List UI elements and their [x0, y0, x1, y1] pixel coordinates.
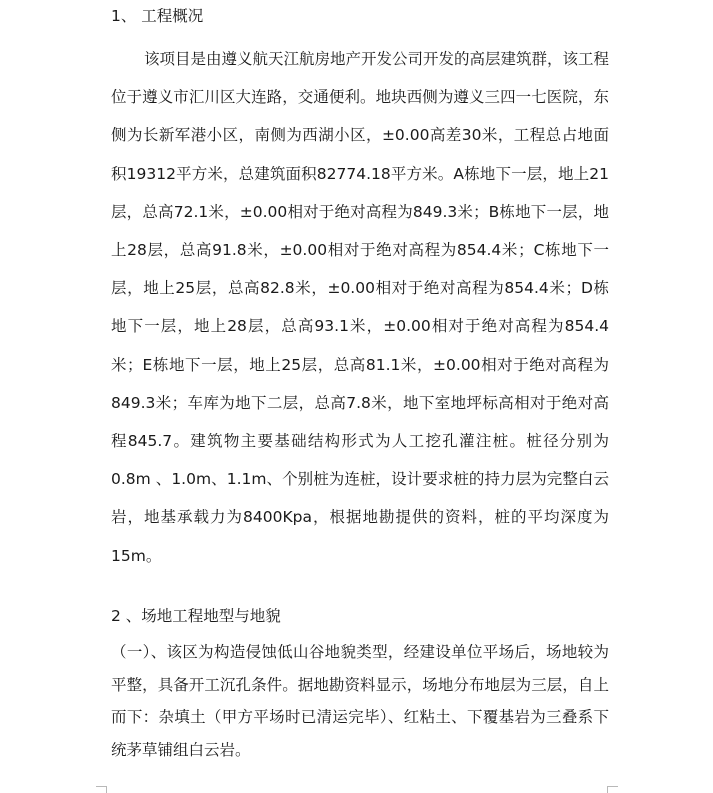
section-heading-project-overview: 1、 工程概况 [111, 7, 204, 25]
paragraph-site-terrain: （一）、该区为构造侵蚀低山谷地貌类型，经建设单位平场后，场地较为平整，具备开工沉孔条件。据地勘资料显示，场地分布地层为三层，自上而下：杂填土（甲方平场时已清运完毕）、红粘土、下覆基岩为三叠系下统茅草铺组白云岩。 [111, 643, 609, 759]
paragraph-project-overview: 该项目是由遵义航天江航房地产开发公司开发的高层建筑群，该工程位于遵义市汇川区大连路，交通便利。地块西侧为遵义三四一七医院，东侧为长新军港小区，南侧为西湖小区，±0.00高差30米，工程总占地面积19312平方米，总建筑面积82774.18平方米。A栋地下一层，地上21层，总高72.1米，±0.00相对于绝对高程为849.3米；B栋地下一层，地上28层，总高91.8米，±0.00相对于绝对高程为854.4米；C栋地下一层，地上25层，总高82.8米，±0.00相对于绝对高程为854.4米；D栋地下一层，地上28层，总高93.1米，±0.00相对于绝对高程为854.4米；E栋地下一层，地上25层，总高81.1米，±0.00相对于绝对高程为849.3米；车库为地下二层，总高7.8米，地下室地坪标高相对于绝对高程845.7。建筑物主要基础结构形式为人工挖孔灌注桩。桩径分别为0.8m 、1.0m、1.1m、个别桩为连桩，设计要求桩的持力层为完整白云岩，地基承载力为8400Kpa，根据地勘提供的资料，桩的平均深度为15m。 [111, 50, 610, 565]
section-heading-site-terrain: 2 、场地工程地型与地貌 [111, 607, 281, 625]
